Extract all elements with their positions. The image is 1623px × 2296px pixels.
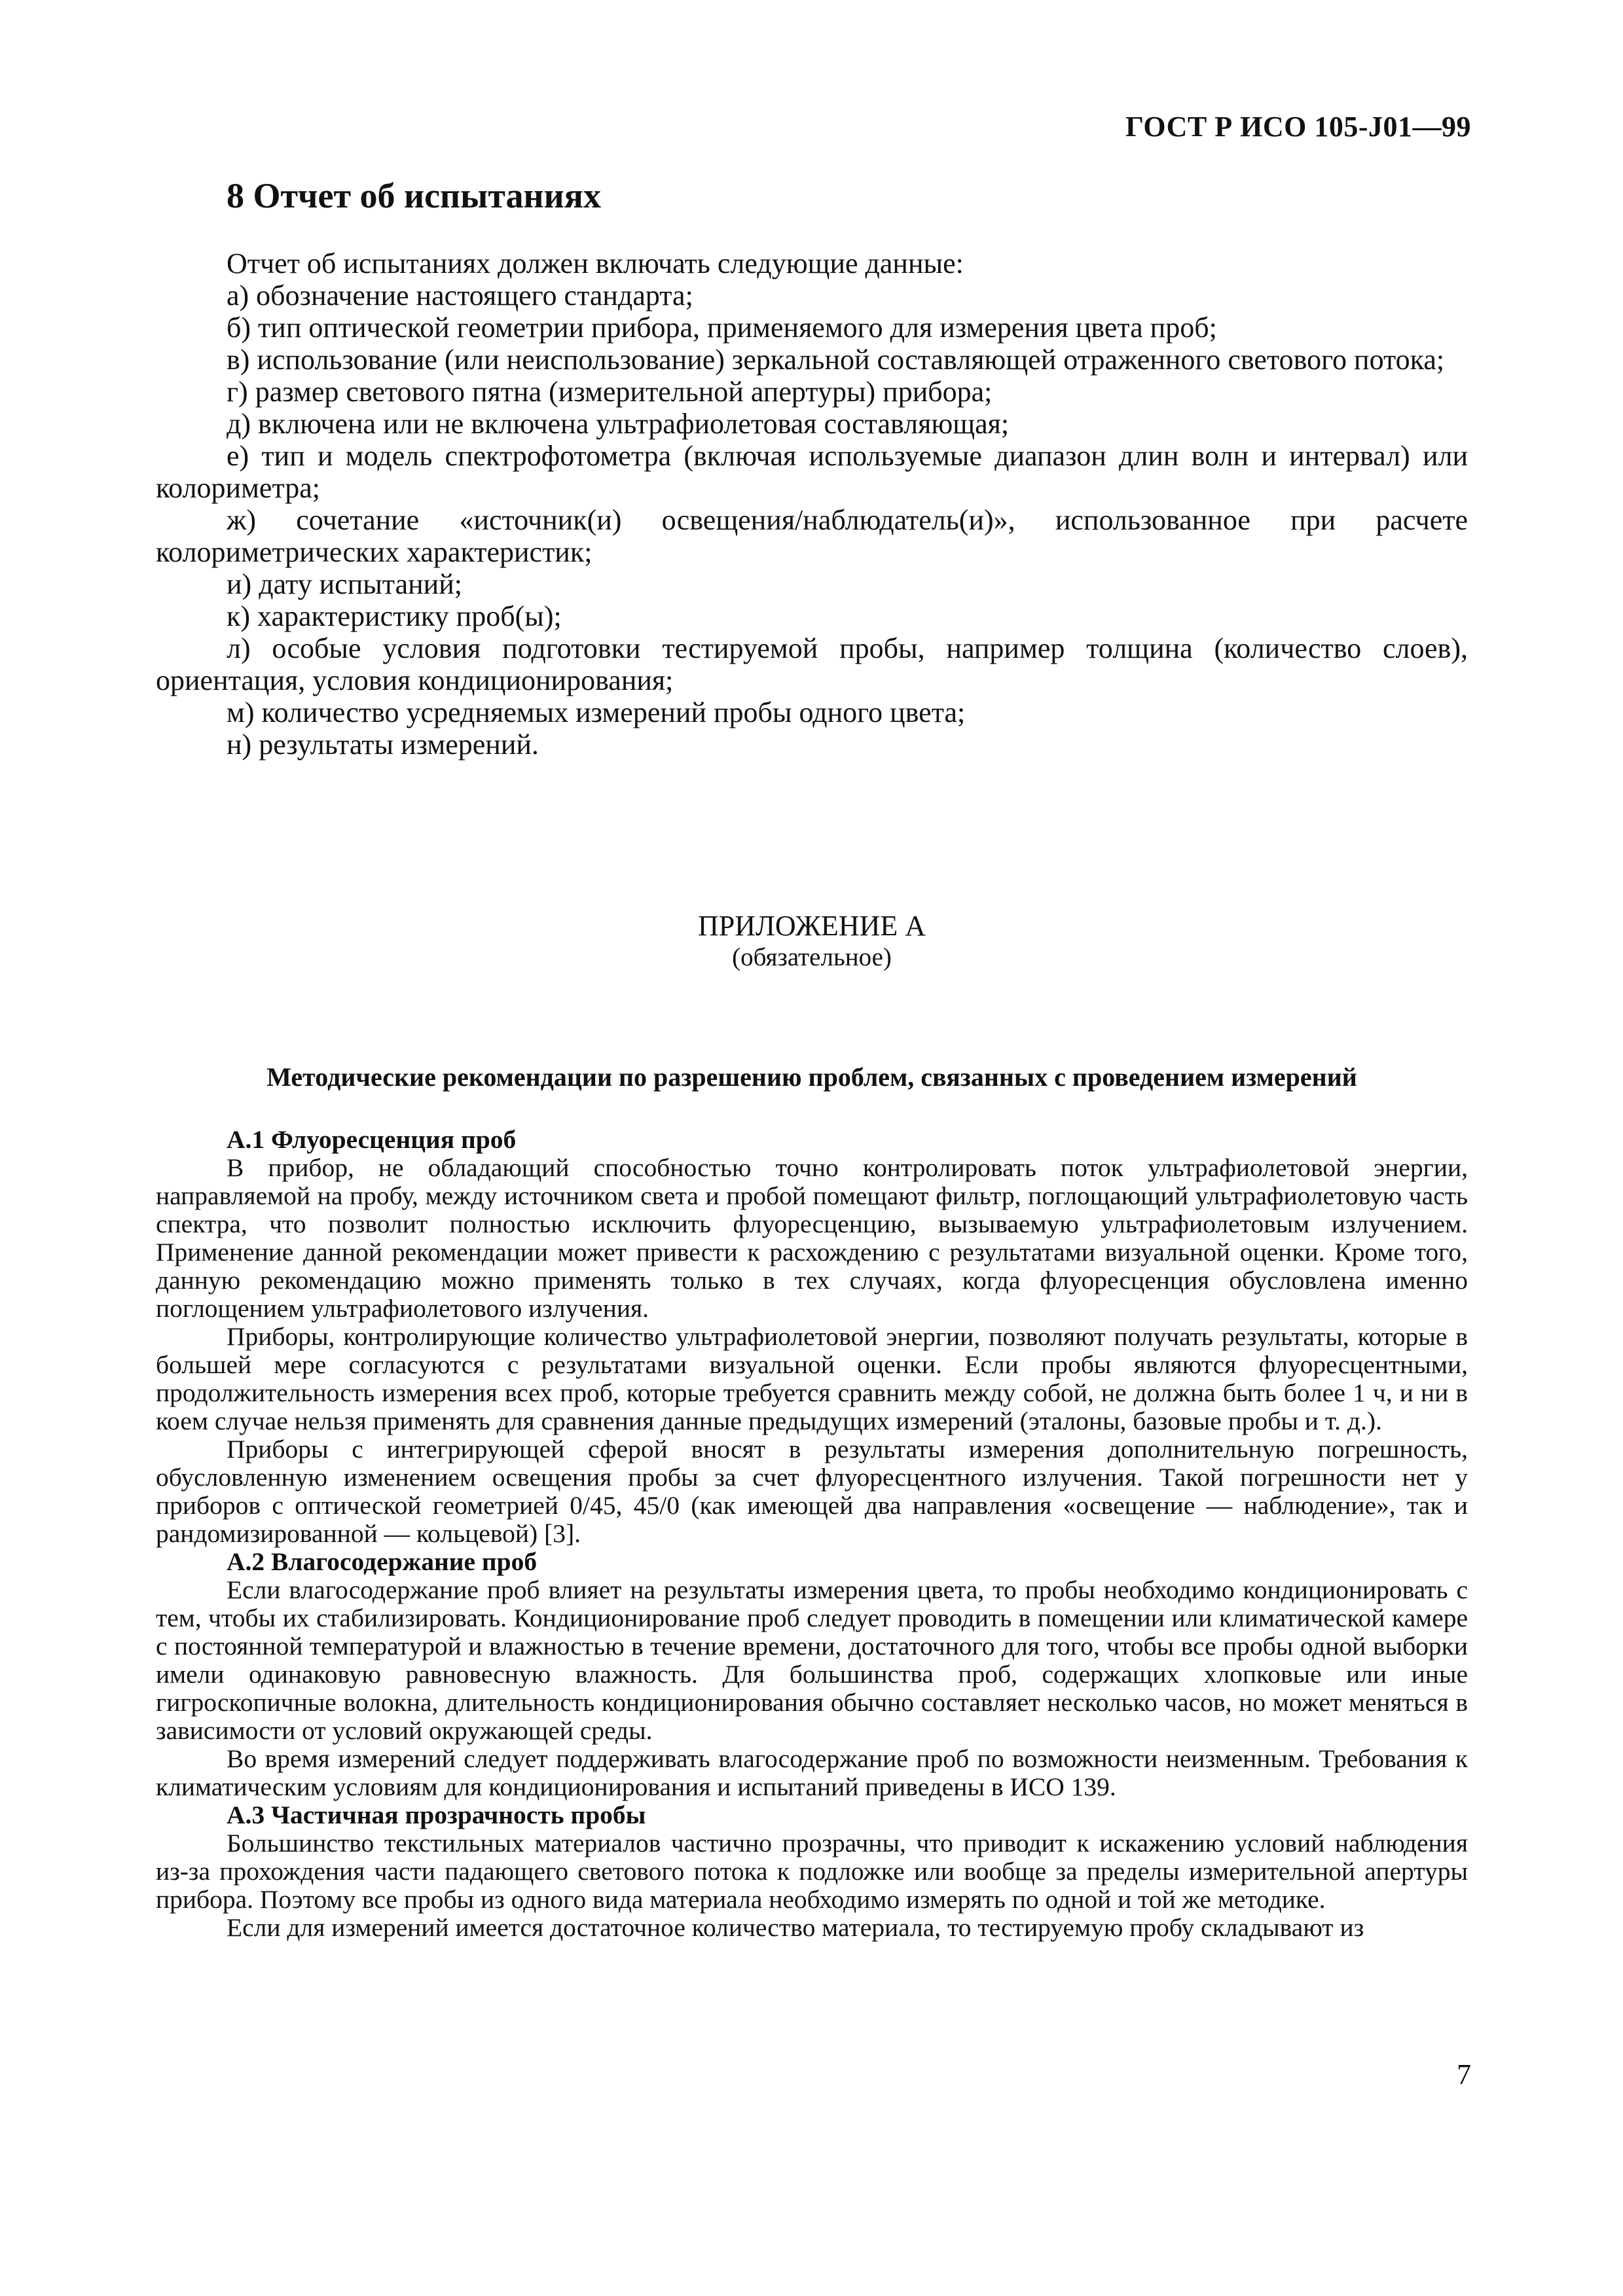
paragraph: Если для измерений имеется достаточное количество материала, то тестируемую пробу складывают из — [227, 1913, 1364, 1942]
list-item: д) включена или не включена ультрафиолетовая составляющая; — [227, 408, 1010, 440]
paragraph: Большинство текстильных материалов частично прозрачны, что приводит к искажению условий наблюдения из-за прохождения части падающего светового потока к подложке или вообще за пределы измерительной апертуры прибора. Поэтому все пробы из одного вида материала необходимо измерять по одной и той же методике. — [156, 1829, 1468, 1914]
list-item: к) характеристику проб(ы); — [227, 600, 562, 632]
document-header: ГОСТ Р ИСО 105-J01—99 — [1125, 111, 1471, 143]
list-item: и) дату испытаний; — [227, 568, 462, 600]
appendix-body — [156, 1126, 1468, 1942]
subsection-title-a3: А.3 Частичная прозрачность пробы — [227, 1801, 646, 1829]
list-item: в) использование (или неиспользование) зеркальной составляющей отраженного светового потока; — [227, 344, 1445, 376]
appendix-title: ПРИЛОЖЕНИЕ А — [697, 910, 926, 942]
section-8-body — [156, 247, 1468, 761]
paragraph: В прибор, не обладающий способностью точно контролировать поток ультрафиолетовой энергии, направляемой на пробу, между источником света и пробой помещают фильтр, поглощающий ультрафиолетовую часть спектра, что позволит полностью исключить флуоресценцию, вызываемую ультрафиолетовым излучением. Применение данной рекомендации может привести к расхождению с результатами визуальной оценки. Кроме того, данную рекомендацию можно применять только в тех случаях, когда флуоресценция обусловлена именно поглощением ультрафиолетового излучения. — [156, 1153, 1468, 1323]
page-number: 7 — [1457, 2058, 1471, 2090]
appendix-status: (обязательное) — [732, 943, 892, 971]
list-item: е) тип и модель спектрофотометра (включая используемые диапазон длин волн и интервал) или колориметра; — [156, 440, 1468, 504]
list-item: б) тип оптической геометрии прибора, применяемого для измерения цвета проб; — [227, 312, 1217, 344]
list-item: а) обозначение настоящего стандарта; — [227, 279, 693, 312]
subsection-title-a2: А.2 Влагосодержание проб — [227, 1547, 538, 1576]
paragraph: Во время измерений следует поддерживать влагосодержание проб по возможности неизменным. Требования к климатическим условиям для кондиционирования и испытаний приведены в ИСО 139. — [156, 1744, 1468, 1801]
appendix-header — [156, 910, 1468, 973]
list-item: ж) сочетание «источник(и) освещения/наблюдатель(и)», использованное при расчете колориметрических характеристик; — [156, 504, 1468, 568]
paragraph: Приборы с интегрирующей сферой вносят в результаты измерения дополнительную погрешность, обусловленную изменением освещения пробы за счет флуоресцентного излучения. Такой погрешности нет у приборов с оптической геометрией 0/45, 45/0 (как имеющей два направления «освещение — наблюдение», так и рандомизированной — кольцевой) [3]. — [156, 1435, 1468, 1548]
paragraph: Если влагосодержание проб влияет на результаты измерения цвета, то пробы необходимо кондиционировать с тем, чтобы их стабилизировать. Кондиционирование проб следует проводить в помещении или климатической камере с постоянной температурой и влажностью в течение времени, достаточного для того, чтобы все пробы одной выборки имели одинаковую равновесную влажность. Для большинства проб, содержащих хлопковые или иные гигроскопичные волокна, длительность кондиционирования обычно составляет несколько часов, но может меняться в зависимости от условий окружающей среды. — [156, 1575, 1468, 1745]
subsection-title-a1: А.1 Флуоресценция проб — [227, 1125, 517, 1154]
list-item: н) результаты измерений. — [227, 728, 539, 761]
appendix-heading: Методические рекомендации по разрешению проблем, связанных с проведением измерений — [266, 1062, 1357, 1092]
section-8-title: 8 Отчет об испытаниях — [227, 176, 601, 215]
list-item: л) особые условия подготовки тестируемой пробы, например толщина (количество слоев), ориентация, условия кондиционирования; — [156, 632, 1468, 696]
paragraph: Отчет об испытаниях должен включать следующие данные: — [227, 247, 964, 279]
list-item: м) количество усредняемых измерений пробы одного цвета; — [227, 696, 966, 728]
paragraph: Приборы, контролирующие количество ультрафиолетовой энергии, позволяют получать результаты, которые в большей мере согласуются с результатами визуальной оценки. Если пробы являются флуоресцентными, продолжительность измерения всех проб, которые требуется сравнить между собой, не должна быть более 1 ч, и ни в коем случае нельзя применять для сравнения данные предыдущих измерений (эталоны, базовые пробы и т. д.). — [156, 1322, 1468, 1435]
list-item: г) размер светового пятна (измерительной апертуры) прибора; — [227, 376, 993, 408]
